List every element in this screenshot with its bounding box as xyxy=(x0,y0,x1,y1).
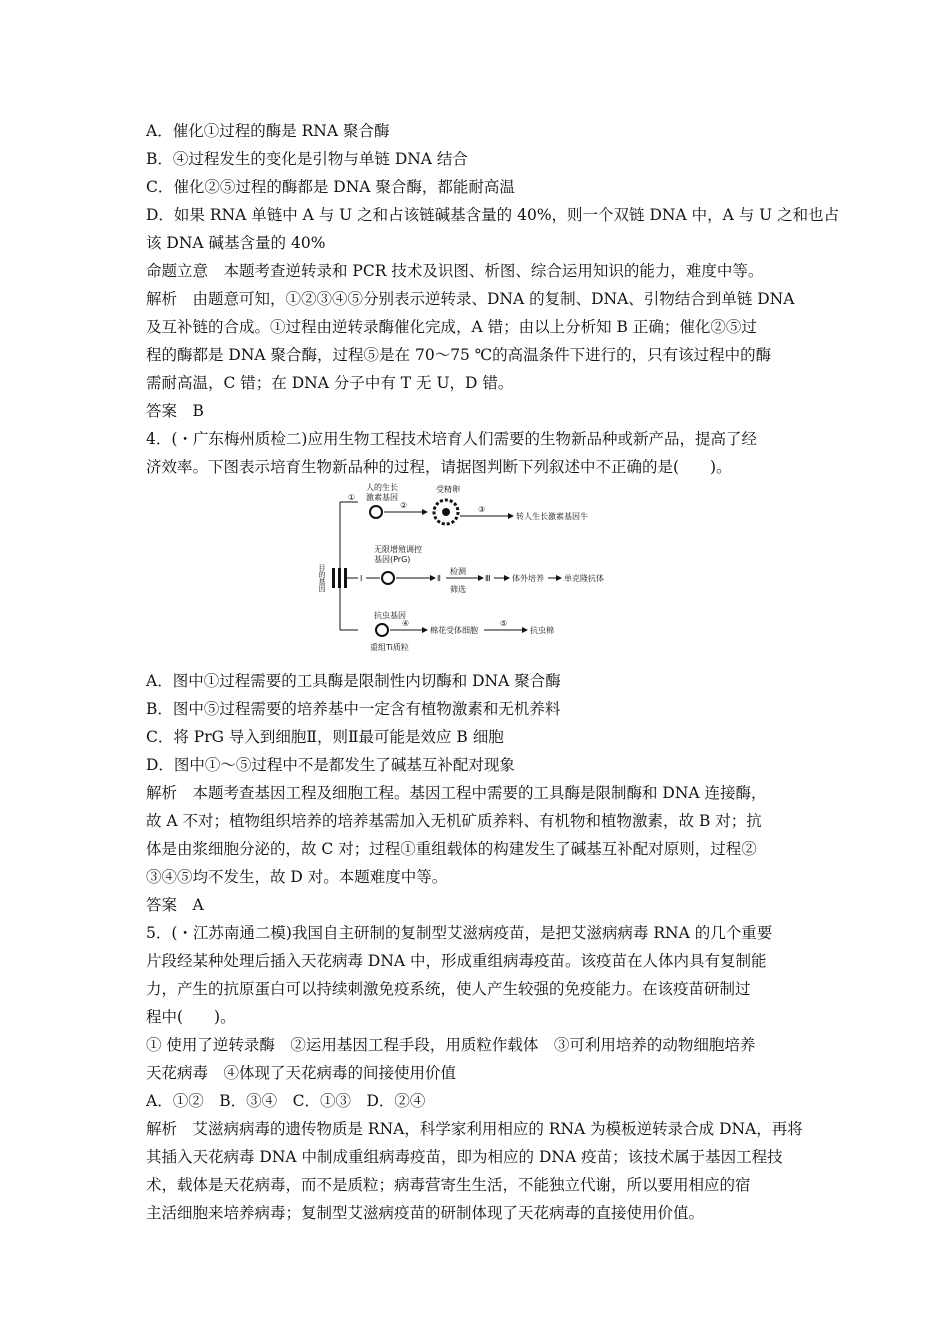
analysis-q4-1: 解析 本题考查基因工程及细胞工程。基因工程中需要的工具酶是限制酶和 DNA 连接酶， xyxy=(146,784,767,802)
step-3-label: ③ xyxy=(478,505,486,514)
step-5-label: ⑤ xyxy=(500,619,508,628)
gene-bar-mid xyxy=(338,568,341,588)
cell-II-label: Ⅱ xyxy=(437,574,441,583)
option-b-q4: B．图中⑤过程需要的培养基中一定含有植物激素和无机养料 xyxy=(146,700,561,718)
antibody-label: 单克隆抗体 xyxy=(564,574,604,583)
statements-q5-1: ① 使用了逆转录酶 ②运用基因工程手段，用质粒作载体 ③可利用培养的动物细胞培养 xyxy=(146,1036,756,1054)
statements-q5-2: 天花病毒 ④体现了天花病毒的间接使用价值 xyxy=(146,1064,457,1082)
analysis-q5-4: 主活细胞来培养病毒；复制型艾滋病疫苗的研制体现了天花病毒的直接使用价值。 xyxy=(146,1204,705,1222)
gene-bar-left xyxy=(332,568,335,588)
detect-label-1: 检测 xyxy=(450,567,466,576)
option-d-q4: D．图中①～⑤过程中不是都发生了碱基互补配对现象 xyxy=(146,756,515,774)
question-4-2: 济效率。下图表示培育生物新品种的过程，请据图判断下列叙述中不正确的是( )。 xyxy=(146,458,732,476)
option-a-q3: A．催化①过程的酶是 RNA 聚合酶 xyxy=(146,122,390,140)
plasmid-row1-icon xyxy=(370,506,382,518)
question-5-4: 程中( )。 xyxy=(146,1008,236,1026)
prg-label-2: 基因(PrG) xyxy=(374,555,411,564)
ti-plasmid-label: 重组Ti质粒 xyxy=(370,643,409,652)
option-d-q3: D．如果 RNA 单链中 A 与 U 之和占该链碱基含量的 40%，则一个双链 DNA 中，A 与 U 之和也占 xyxy=(146,206,840,224)
analysis-q3-3: 程的酶都是 DNA 聚合酶，过程⑤是在 70～75 ℃的高温条件下进行的，只有该过程中的酶 xyxy=(146,346,772,364)
analysis-q3-1: 解析 由题意可知，①②③④⑤分别表示逆转录、DNA 的复制、DNA、引物结合到单链 DNA xyxy=(146,290,795,308)
options-q5: A．①② B．③④ C．①③ D．②④ xyxy=(146,1092,426,1110)
step-2-label: ② xyxy=(400,501,408,510)
transgenic-cow-label: 转人生长激素基因牛 xyxy=(516,512,588,521)
in-vitro-label: 体外培养 xyxy=(512,574,544,583)
analysis-q4-2: 故 A 不对；植物组织培养的培养基需加入无机矿质养料、有机物和植物激素，故 B 对；抗 xyxy=(146,812,762,830)
insect-cotton-label: 抗虫棉 xyxy=(530,626,554,635)
human-gene-label-1: 人的生长 xyxy=(366,483,398,492)
option-b-q3: B．④过程发生的变化是引物与单链 DNA 结合 xyxy=(146,150,468,168)
option-d-q3-cont: 该 DNA 碱基含量的 40% xyxy=(146,234,326,252)
insect-gene-label: 抗虫基因 xyxy=(374,611,406,620)
target-gene-label: 目的基因 xyxy=(318,564,326,592)
analysis-q5-3: 术，载体是天花病毒，而不是质粒；病毒营寄生生活，不能独立代谢，所以要用相应的宿 xyxy=(146,1176,751,1194)
gene-bar-right xyxy=(344,568,347,588)
answer-q4: 答案 A xyxy=(146,896,204,914)
analysis-q4-4: ③④⑤均不发生，故 D 对。本题难度中等。 xyxy=(146,868,448,886)
prg-label-1: 无限增殖调控 xyxy=(374,545,422,554)
plasmid-row2-icon xyxy=(382,572,394,584)
analysis-q5-1: 解析 艾滋病病毒的遗传物质是 RNA，科学家利用相应的 RNA 为模板逆转录合成 DNA，再将 xyxy=(146,1120,803,1138)
analysis-q3-4: 需耐高温，C 错；在 DNA 分子中有 T 无 U，D 错。 xyxy=(146,374,514,392)
option-c-q3: C．催化②⑤过程的酶都是 DNA 聚合酶，都能耐高温 xyxy=(146,178,515,196)
analysis-q4-3: 体是由浆细胞分泌的，故 C 对；过程①重组载体的构建发生了碱基互补配对原则，过程② xyxy=(146,840,757,858)
cell-III-label: Ⅲ xyxy=(485,574,491,583)
question-5-1: 5．(・江苏南通二模)我国自主研制的复制型艾滋病疫苗，是把艾滋病病毒 RNA 的几个重要 xyxy=(146,924,773,942)
option-a-q4: A．图中①过程需要的工具酶是限制性内切酶和 DNA 聚合酶 xyxy=(146,672,561,690)
cell-I-label: Ⅰ xyxy=(360,574,363,583)
step-4-label: ④ xyxy=(402,619,410,628)
cotton-cell-label: 棉花受体细胞 xyxy=(430,626,478,635)
detect-label-2: 筛选 xyxy=(450,585,466,594)
human-gene-label-2: 激素基因 xyxy=(366,493,398,502)
answer-q3: 答案 B xyxy=(146,402,204,420)
analysis-q5-2: 其插入天花病毒 DNA 中制成重组病毒疫苗，即为相应的 DNA 疫苗；该技术属于基因工程技 xyxy=(146,1148,783,1166)
plasmid-row3-icon xyxy=(376,624,388,636)
analysis-q3-2: 及互补链的合成。①过程由逆转录酶催化完成，A 错；由以上分析知 B 正确；催化②⑤过 xyxy=(146,318,757,336)
step-1-label: ① xyxy=(348,493,356,502)
intent-q3: 命题立意 本题考查逆转录和 PCR 技术及识图、析图、综合运用知识的能力，难度中等。 xyxy=(146,262,764,280)
question-5-2: 片段经某种处理后插入天花病毒 DNA 中，形成重组病毒疫苗。该疫苗在人体内具有复制能 xyxy=(146,952,767,970)
question-4-1: 4．(・广东梅州质检二)应用生物工程技术培育人们需要的生物新品种或新产品，提高了经 xyxy=(146,430,757,448)
breeding-process-diagram xyxy=(318,480,604,660)
question-5-3: 力，产生的抗原蛋白可以持续刺激免疫系统，使人产生较强的免疫能力。在该疫苗研制过 xyxy=(146,980,751,998)
fertilized-egg-label: 受精卵 xyxy=(436,485,460,494)
option-c-q4: C．将 PrG 导入到细胞Ⅱ，则Ⅱ最可能是效应 B 细胞 xyxy=(146,728,504,746)
